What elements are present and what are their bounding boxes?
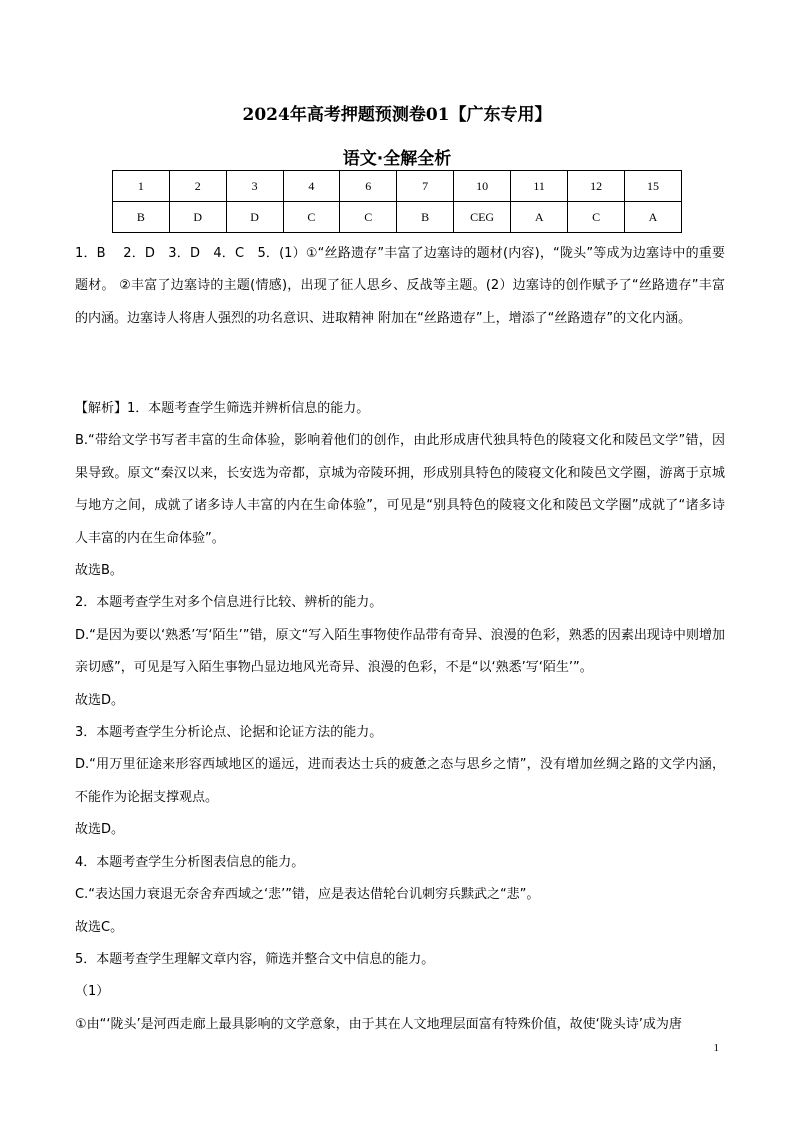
analysis-paragraph: 【解析】1．本题考查学生筛选并辨析信息的能力。	[75, 401, 370, 416]
table-cell: 1	[113, 171, 170, 202]
analysis-paragraph: C.“表达国力衰退无奈舍弃西域之‘悲’”错，应是表达借轮台讥刺穷兵黩武之“悲”。	[75, 887, 540, 903]
analysis-paragraph: 3．本题考查学生分析论点、论据和论证方法的能力。	[75, 725, 383, 741]
analysis-paragraph: 故选B。	[75, 563, 123, 579]
analysis-paragraph: 故选D。	[75, 822, 125, 838]
answer-table	[112, 170, 682, 233]
summary-paragraph: 1．B 2．D 3．D 4．C 5．(1）①“丝路遗存”丰富了边塞诗的题材(内容)，“陇头”等成为边塞诗中的重要题材。 ②丰富了边塞诗的主题(情感)，出现了征人思乡、反战等主题。(2）边塞诗的创作赋予了“丝路遗存”丰富的内涵。边塞诗人将唐人强烈的功名意识、进取精神 附加在“丝路遗存”上，增添了“丝路遗存”的文化内涵。	[75, 246, 725, 326]
table-cell: B	[397, 202, 454, 233]
table-cell: 12	[568, 171, 625, 202]
analysis-paragraph: 故选D。	[75, 692, 125, 708]
table-cell: CEG	[454, 202, 511, 233]
answer-summary	[75, 238, 725, 335]
table-cell: 2	[169, 171, 226, 202]
table-cell: 6	[340, 171, 397, 202]
table-cell: B	[113, 202, 170, 233]
analysis-paragraph: 4．本题考查学生分析图表信息的能力。	[75, 854, 305, 870]
analysis-paragraph: ①由“‘陇头’是河西走廊上最具影响的文学意象，由于其在人文地理层面富有特殊价值，故使‘陇头诗’成为唐	[75, 1016, 682, 1032]
page-number: 1	[713, 1042, 719, 1054]
table-cell: 7	[397, 171, 454, 202]
table-cell: 4	[283, 171, 340, 202]
table-row-question-numbers	[113, 171, 682, 202]
analysis-section	[75, 393, 725, 1041]
analysis-paragraph: B.“带给文学书写者丰富的生命体验，影响着他们的创作，由此形成唐代独具特色的陵寝文化和陵邑文学”错，因果导致。原文“秦汉以来，长安选为帝都，京城为帝陵环拥，形成别具特色的陵寝文化和陵邑文学圈，游离于京城与地方之间，成就了诸多诗人丰富的内在生命体验”，可见是“别具特色的陵寝文化和陵邑文学圈”成就了“诸多诗人丰富的内在生命体验”。	[75, 433, 725, 546]
table-cell: 15	[625, 171, 682, 202]
analysis-paragraph: D.“是因为要以‘熟悉’写‘陌生’”错，原文“写入陌生事物使作品带有奇异、浪漫的色彩，熟悉的因素出现诗中则增加亲切感”，可见是写入陌生事物凸显边地风光奇异、浪漫的色彩，不是“以‘熟悉’写‘陌生’”。	[75, 627, 725, 676]
analysis-paragraph: 2．本题考查学生对多个信息进行比较、辨析的能力。	[75, 595, 383, 611]
table-cell: A	[511, 202, 568, 233]
analysis-paragraph: （1）	[75, 984, 110, 1000]
page-subtitle: 语文·全解全析	[342, 149, 452, 169]
table-cell: D	[226, 202, 283, 233]
table-row-answers	[113, 202, 682, 233]
table-cell: 3	[226, 171, 283, 202]
analysis-paragraph: 故选C。	[75, 919, 124, 935]
analysis-paragraph: D.“用万里征途来形容西域地区的遥远，进而表达士兵的疲惫之态与思乡之情”，没有增加丝绸之路的文学内涵，不能作为论据支撑观点。	[75, 757, 725, 805]
table-cell: 11	[511, 171, 568, 202]
table-cell: A	[625, 202, 682, 233]
table-cell: 10	[454, 171, 511, 202]
analysis-paragraph: 5．本题考查学生理解文章内容，筛选并整合文中信息的能力。	[75, 951, 435, 967]
page-title: 2024年高考押题预测卷01【广东专用】	[242, 105, 552, 125]
table-cell: C	[568, 202, 625, 233]
table-cell: C	[340, 202, 397, 233]
table-cell: D	[169, 202, 226, 233]
table-cell: C	[283, 202, 340, 233]
